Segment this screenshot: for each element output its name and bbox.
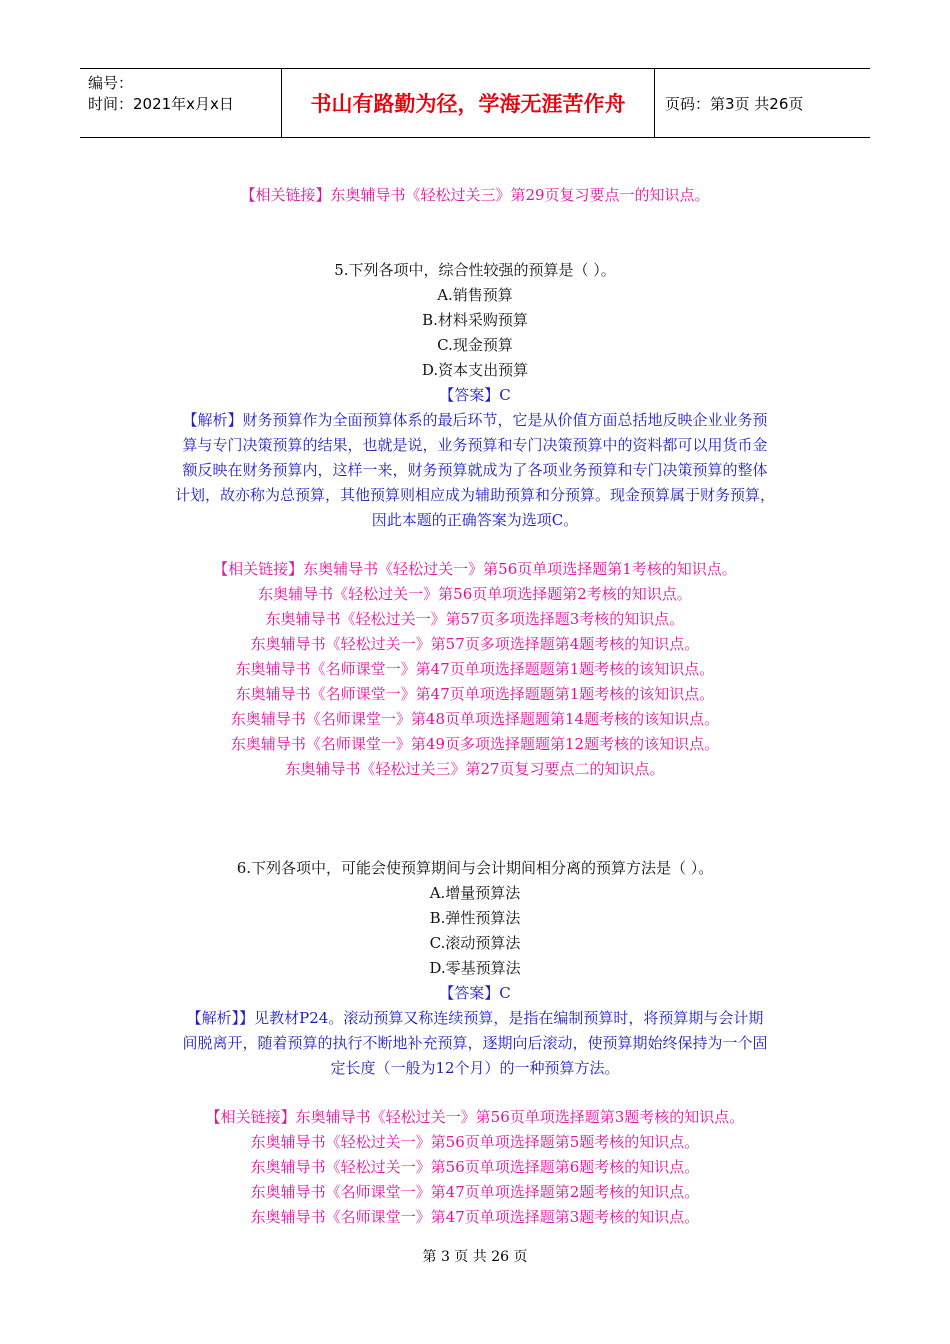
q5-analysis-line: 额反映在财务预算内，这样一来，财务预算就成为了各项业务预算和专门决策预算的整体 — [182, 461, 768, 479]
q5-analysis-line: 【解析】财务预算作为全面预算体系的最后环节，它是从价值方面总括地反映企业业务预 — [182, 411, 768, 429]
q5-related-link: 东奥辅导书《轻松过关一》第57页多项选择题第4题考核的知识点。 — [250, 635, 700, 653]
header-motto: 书山有路勤为径，学海无涯苦作舟 — [282, 69, 655, 137]
q5-related-link: 东奥辅导书《名师课堂一》第47页单项选择题题第1题考核的该知识点。 — [235, 685, 715, 703]
q5-related-link: 东奥辅导书《轻松过关一》第57页多项选择题3考核的知识点。 — [265, 610, 685, 628]
header-page-info: 页码：第3页 共26页 — [665, 94, 804, 113]
q6-option-d: D.零基预算法 — [429, 959, 521, 977]
q6-related-link: 东奥辅导书《轻松过关一》第56页单项选择题第6题考核的知识点。 — [250, 1158, 700, 1176]
q6-option-c: C.滚动预算法 — [429, 934, 521, 952]
q5-option-b: B.材料采购预算 — [422, 311, 528, 329]
page-footer: 第 3 页 共 26 页 — [422, 1249, 528, 1265]
q5-related-link: 东奥辅导书《名师课堂一》第48页单项选择题题第14题考核的该知识点。 — [230, 710, 720, 728]
q6-related-link: 东奥辅导书《名师课堂一》第47页单项选择题第2题考核的知识点。 — [250, 1183, 700, 1201]
q5-related-link: 东奥辅导书《名师课堂一》第49页多项选择题题第12题考核的该知识点。 — [230, 735, 720, 753]
header-meta — [80, 69, 282, 137]
number-label: 编号： — [88, 74, 134, 92]
date-label: 时间：2021年x月x日 — [88, 95, 234, 113]
q5-option-d: D.资本支出预算 — [421, 361, 529, 379]
q6-analysis-line: 间脱离开，随着预算的执行不断地补充预算，逐期向后滚动，使预算期始终保持为一个固 — [182, 1034, 768, 1052]
q6-analysis-line: 定长度（一般为12个月）的一种预算方法。 — [330, 1059, 620, 1077]
q6-option-b: B.弹性预算法 — [429, 909, 521, 927]
q5-analysis-line: 计划，故亦称为总预算，其他预算则相应成为辅助预算和分预算。现金预算属于财务预算， — [174, 486, 775, 504]
question-5: 5.下列各项中，综合性较强的预算是（ ）。 — [334, 261, 616, 279]
q6-related-link: 【相关链接】东奥辅导书《轻松过关一》第56页单项选择题第3题考核的知识点。 — [205, 1108, 745, 1126]
page-header — [80, 68, 870, 138]
q6-answer: 【答案】C — [439, 984, 511, 1002]
q5-analysis-line: 算与专门决策预算的结果，也就是说，业务预算和专门决策预算中的资料都可以用货币金 — [182, 436, 768, 454]
q5-related-link: 东奥辅导书《名师课堂一》第47页单项选择题题第1题考核的该知识点。 — [235, 660, 715, 678]
q6-option-a: A.增量预算法 — [429, 884, 521, 902]
q6-related-link: 东奥辅导书《轻松过关一》第56页单项选择题第5题考核的知识点。 — [250, 1133, 700, 1151]
q5-option-c: C.现金预算 — [437, 336, 513, 354]
q5-related-link: 东奥辅导书《轻松过关一》第56页单项选择题第2考核的知识点。 — [258, 585, 692, 603]
q6-related-link: 东奥辅导书《名师课堂一》第47页单项选择题第3题考核的知识点。 — [250, 1208, 700, 1226]
q5-option-a: A.销售预算 — [437, 286, 513, 304]
q5-analysis-line: 因此本题的正确答案为选项C。 — [371, 511, 579, 529]
q5-answer: 【答案】C — [439, 386, 511, 404]
q5-related-link: 【相关链接】东奥辅导书《轻松过关一》第56页单项选择题第1考核的知识点。 — [213, 560, 737, 578]
related-link-top: 【相关链接】东奥辅导书《轻松过关三》第29页复习要点一的知识点。 — [240, 186, 710, 204]
q5-related-link: 东奥辅导书《轻松过关三》第27页复习要点二的知识点。 — [285, 760, 665, 778]
q6-analysis-line: 【解析】】见教材P24。滚动预算又称连续预算，是指在编制预算时，将预算期与会计期 — [186, 1009, 764, 1027]
question-6: 6.下列各项中，可能会使预算期间与会计期间相分离的预算方法是（ ）。 — [236, 859, 714, 877]
